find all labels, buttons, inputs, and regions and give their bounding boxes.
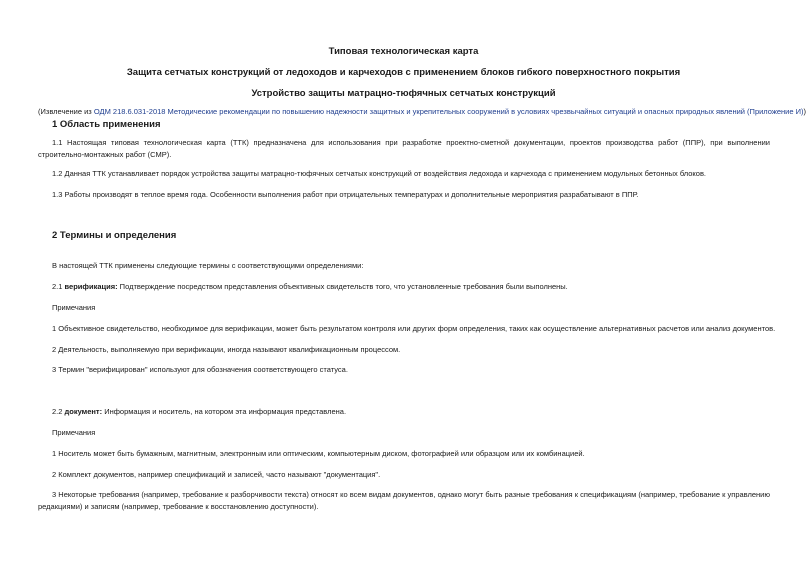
source-note (38, 107, 807, 116)
document-title: Типовая технологическая карта (328, 46, 479, 57)
note-item: 1 Объективное свидетельство, необходимое для верификации, может быть результатом контроля или других форм определения, таких как осуществление альтернативных расчетов или анализ документов. (52, 324, 776, 333)
term-number: 2.2 (52, 407, 65, 416)
document-subtitle: Защита сетчатых конструкций от ледоходов и карчеходов с применением блоков гибкого поверхностного покрытия (126, 67, 681, 78)
source-document-link[interactable]: ОДМ 218.6.031-2018 Методические рекомендации по повышению надежности защитных и укрепительных сооружений в условиях чрезвычайных ситуаций и опасных природных явлений (Приложение И) (93, 107, 804, 116)
note-item: 3 Термин "верифицирован" используют для обозначения соответствующего статуса. (52, 365, 348, 374)
section-2-intro: В настоящей ТТК применены следующие термины с соответствующими определениями: (52, 261, 364, 270)
term-definition: Подтверждение посредством представления объективных свидетельств того, что установленные требования были выполнены. (117, 282, 568, 291)
note-item: 3 Некоторые требования (например, требование к разборчивости текста) относят ко всем видам документов, однако могут быть разные требования к спецификациям (например, требование к управлению редакциями) и записям (например, требование к восстановлению доступности). (38, 490, 770, 511)
section-2-heading: 2 Термины и определения (52, 230, 177, 241)
source-note-prefix: (Извлечение из (38, 107, 94, 116)
term-document (38, 406, 770, 418)
section-1-heading: 1 Область применения (52, 119, 161, 130)
term-number: 2.1 (52, 282, 65, 291)
document-subtitle-2: Устройство защиты матрацно-тюфячных сетчатых конструкций (251, 88, 556, 99)
notes-label: Примечания (52, 428, 96, 437)
term-name: верификация: (64, 282, 118, 291)
term-verification (38, 281, 770, 293)
note-item: 2 Комплект документов, например спецификаций и записей, часто называют "документация". (52, 470, 381, 479)
paragraph-1-1: 1.1 Настоящая типовая технологическая карта (ТТК) предназначена для использования при разработке проектно-сметной документации, проектов производства работ (ППР), при выполнении строительно-монтажных работ (СМР). (38, 138, 770, 159)
term-name: документ: (64, 407, 103, 416)
note-item: 2 Деятельность, выполняемую при верификации, иногда называют квалификационным процессом. (52, 345, 401, 354)
note-item: 1 Носитель может быть бумажным, магнитным, электронным или оптическим, компьютерным диском, фотографией или образцом или их комбинацией. (52, 449, 585, 458)
paragraph-1-2: 1.2 Данная ТТК устанавливает порядок устройства защиты матрацно-тюфячных сетчатых конструкций от воздействия ледохода и карчехода с применением модульных бетонных блоков. (52, 169, 707, 178)
paragraph-1-3: 1.3 Работы производят в теплое время года. Особенности выполнения работ при отрицательных температурах и дополнительные мероприятия разрабатывают в ППР. (52, 190, 639, 199)
notes-label: Примечания (52, 303, 96, 312)
term-definition: Информация и носитель, на котором эта информация представлена. (102, 407, 347, 416)
source-note-suffix: ) (803, 107, 807, 116)
